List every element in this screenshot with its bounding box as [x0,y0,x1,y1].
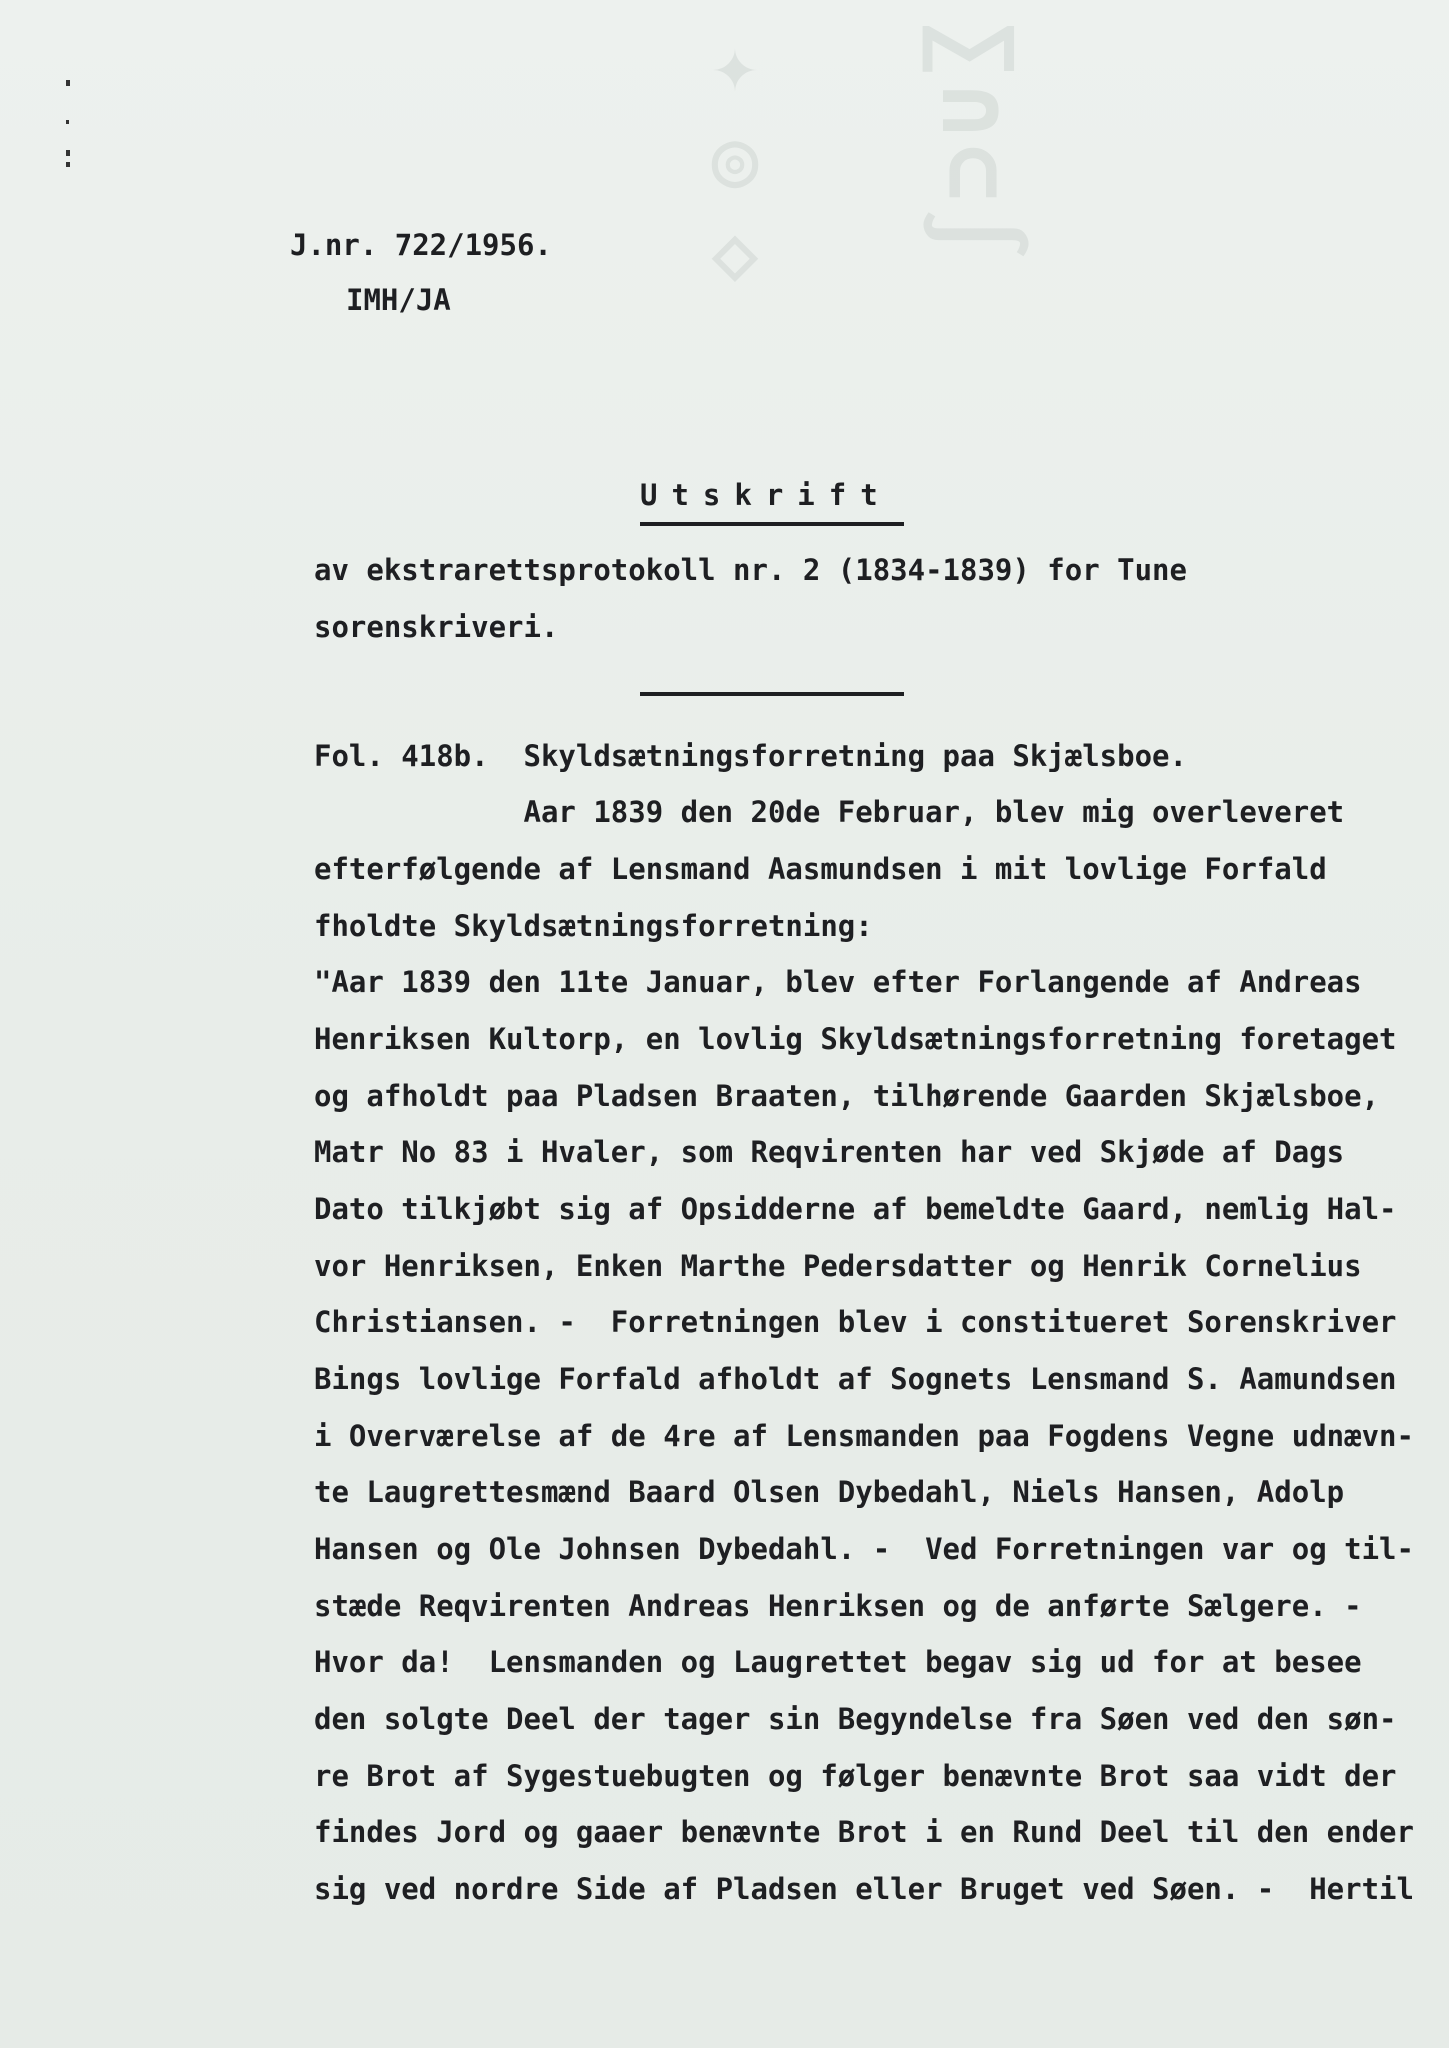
subtitle-line: av ekstrarettsprotokoll nr. 2 (1834-1839) for Tune [314,553,1187,587]
initials: IMH/JA [346,283,451,317]
body-line: findes Jord og gaaer benævnte Brot i en Rund Deel til den ender [314,1815,1414,1849]
edge-mark [66,150,70,156]
body-line: den solgte Deel der tager sin Begyndelse fra Søen ved den søn- [314,1702,1397,1736]
body-line: Hansen og Ole Johnsen Dybedahl. - Ved Forretningen var og til- [314,1532,1414,1566]
body-line: i Overværelse af de 4re af Lensmanden paa Fogdens Vegne udnævn- [314,1419,1414,1453]
edge-mark [66,80,70,86]
edge-mark [66,120,69,124]
body-line: Fol. 418b. Skyldsætningsforretning paa Skjælsboe. [314,739,1187,773]
body-line: Henriksen Kultorp, en lovlig Skyldsætningsforretning foretaget [314,1022,1397,1056]
body-line: re Brot af Sygestuebugten og følger benævnte Brot saa vidt der [314,1759,1397,1793]
body-line: Christiansen. - Forretningen blev i constitueret Sorenskriver [314,1305,1397,1339]
body-line: sig ved nordre Side af Pladsen eller Bruget ved Søen. - Hertil [314,1872,1414,1906]
body-line: efterfølgende af Lensmand Aasmundsen i mit lovlige Forfald [314,852,1327,886]
body-line: og afholdt paa Pladsen Braaten, tilhørende Gaarden Skjælsboe, [314,1079,1380,1113]
body-line: "Aar 1839 den 11te Januar, blev efter Forlangende af Andreas [314,965,1362,999]
body-line: Matr No 83 i Hvaler, som Reqvirenten har ved Skjøde af Dags [314,1135,1345,1169]
bleed-through-stamp: ✦◎◇ [690,20,780,302]
body-line: Dato tilkjøbt sig af Opsidderne af bemeldte Gaard, nemlig Hal- [314,1192,1397,1226]
document-title: Utskrift [640,478,892,512]
body-line: Bings lovlige Forfald afholdt af Sognets Lensmand S. Aamundsen [314,1362,1397,1396]
body-line: te Laugrettesmænd Baard Olsen Dybedahl, Niels Hansen, Adolp [314,1475,1345,1509]
body-line: Hvor da! Lensmanden og Laugrettet begav sig ud for at besee [314,1645,1362,1679]
body-line: fholdte Skyldsætningsforretning: [314,909,873,943]
edge-mark [66,162,70,167]
body-line: stæde Reqvirenten Andreas Henriksen og de anførte Sælgere. - [314,1589,1362,1623]
bleed-through-stamp-2: ∑∩⊂∫ [920,20,1032,268]
body-line: vor Henriksen, Enken Marthe Pedersdatter og Henrik Cornelius [314,1249,1362,1283]
title-underline [640,522,904,526]
journal-number: J.nr. 722/1956. [290,228,552,262]
body-line: Aar 1839 den 20de Februar, blev mig overleveret [314,795,1345,829]
section-divider [640,692,904,696]
subtitle-line: sorenskriveri. [314,610,559,644]
